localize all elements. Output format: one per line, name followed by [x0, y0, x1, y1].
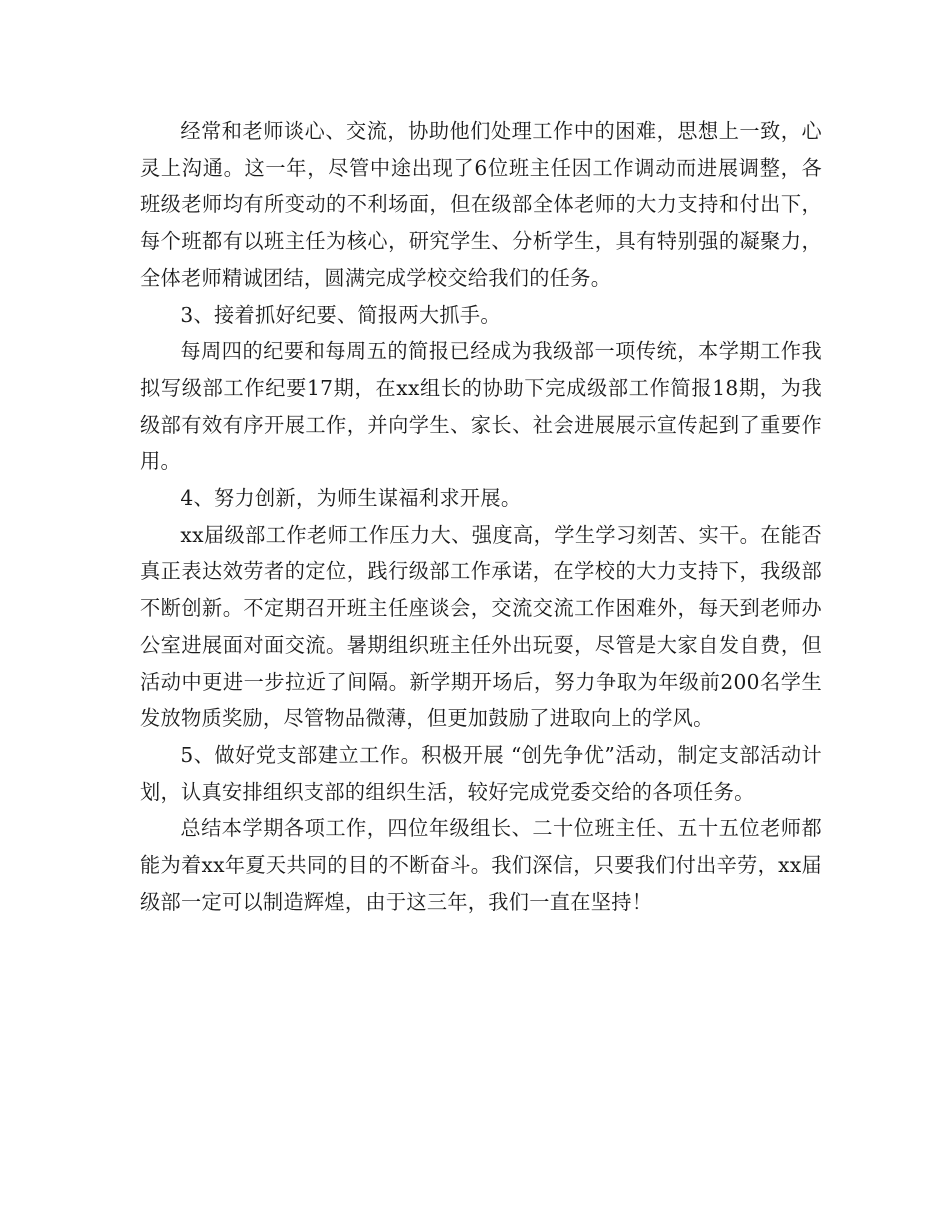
- paragraph-innovation: xx届级部工作老师工作压力大、强度高，学生学习刻苦、实干。在能否真正表达效劳者的定位，践行级部工作承诺，在学校的大力支持下，我级部不断创新。不定期召开班主任座谈会，交流交流工作困难外，每天到老师办公室进展面对面交流。暑期组织班主任外出玩耍，尽管是大家自发自费，但活动中更进一步拉近了间隔。新学期开场后，努力争取为年级前200名学生发放物质奖励，尽管物品微薄，但更加鼓励了进取向上的学风。: [140, 522, 822, 731]
- paragraph-teacher-communication: 经常和老师谈心、交流，协助他们处理工作中的困难，思想上一致，心灵上沟通。这一年，尽管中途出现了6位班主任因工作调动而进展调整，各班级老师均有所变动的不利场面，但在级部全体老师的大力支持和付出下，每个班都有以班主任为核心，研究学生、分析学生，具有特别强的凝聚力，全体老师精诚团结，圆满完成学校交给我们的任务。: [140, 119, 822, 290]
- paragraph-heading-3: 3、接着抓好纪要、简报两大抓手。: [180, 302, 501, 327]
- document-body: [140, 113, 822, 920]
- paragraph-summary: 总结本学期各项工作，四位年级组长、二十位班主任、五十五位老师都能为着xx年夏天共同的目的不断奋斗。我们深信，只要我们付出辛劳，xx届级部一定可以制造辉煌，由于这三年，我们一直在坚持！: [140, 816, 822, 914]
- paragraph-party-branch: 5、做好党支部建立工作。积极开展 “创先争优”活动，制定支部活动计划，认真安排组织支部的组织生活，较好完成党委交给的各项任务。: [140, 742, 822, 804]
- paragraph-minutes-briefing: 每周四的纪要和每周五的简报已经成为我级部一项传统，本学期工作我拟写级部工作纪要17期，在xx组长的协助下完成级部工作简报18期，为我级部有效有序开展工作，并向学生、家长、社会进展展示宣传起到了重要作用。: [140, 339, 822, 474]
- paragraph-heading-4: 4、努力创新，为师生谋福利求开展。: [180, 486, 522, 511]
